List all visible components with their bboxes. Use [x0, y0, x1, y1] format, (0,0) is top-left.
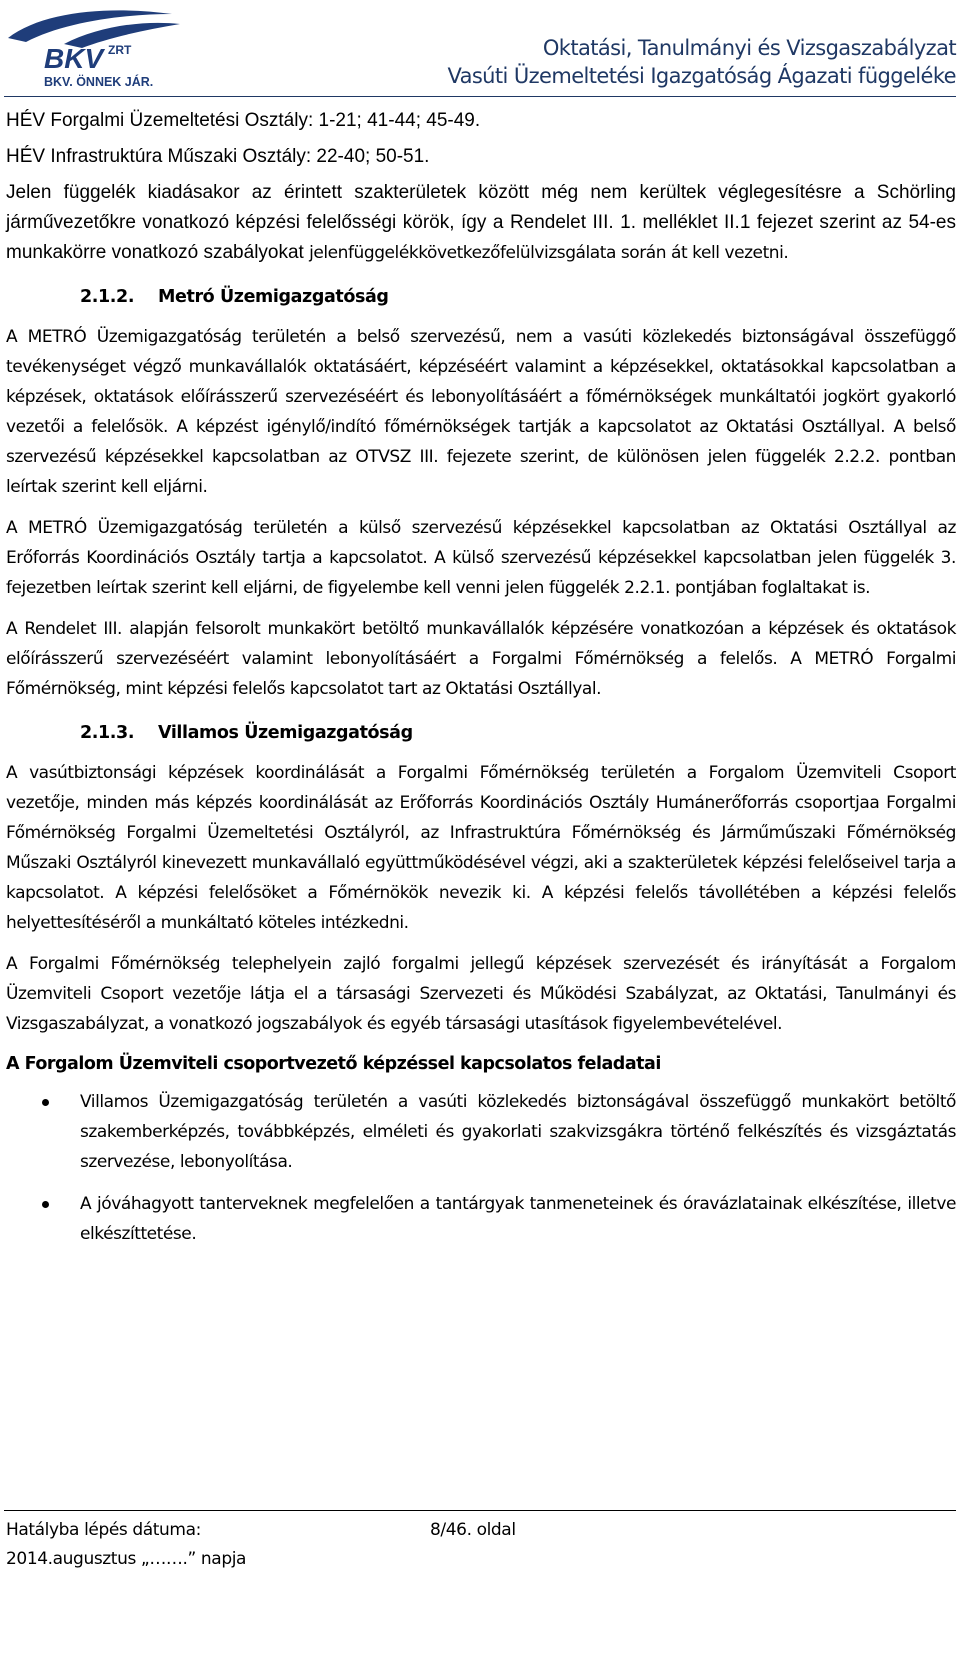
effective-date — [6, 1516, 246, 1574]
logo-zrt: ZRT — [108, 43, 132, 57]
list-item-text: Villamos Üzemigazgatóság területén a vasúti közlekedés biztonságával összefüggő munkakört betöltő szakemberképzés, továbbképzés, elméleti és gyakorlati szakvizsgákra történő felkészítés és vizsgáztatás szervezése, lebonyolítása. — [80, 1092, 956, 1172]
page-footer — [0, 1510, 960, 1653]
effective-date-value: 2014.augusztus „…….” napja — [6, 1549, 247, 1569]
section-heading-212 — [6, 282, 956, 312]
header-divider — [4, 96, 956, 97]
header-title — [447, 34, 956, 90]
duties-list — [6, 1087, 956, 1249]
intro-line-1: HÉV Forgalmi Üzemeltetési Osztály: 1-21; 41-44; 45-49. — [6, 110, 481, 131]
page-content — [6, 106, 956, 1261]
intro-paragraph — [6, 178, 956, 268]
section-heading-213 — [6, 718, 956, 748]
footer-divider — [4, 1510, 956, 1511]
bullet-icon — [42, 1201, 49, 1208]
bullet-icon — [42, 1099, 49, 1106]
page-number: 8/46. oldal — [430, 1520, 516, 1540]
paragraph: A METRÓ Üzemigazgatóság területén a külső szervezésű képzésekkel kapcsolatban az Oktatási Osztállyal az Erőforrás Koordinációs Osztály tartja a kapcsolatot. A külső szervezésű képzésekkel kapcsolatban jelen függelék 3. fejezetben leírtak szerint kell eljárni, de figyelembe kell venni jelen függelék 2.2.1. pontjában foglaltakat is. — [6, 518, 956, 598]
list-item — [6, 1189, 956, 1249]
section-title: Villamos Üzemigazgatóság — [158, 723, 413, 743]
paragraph: A vasútbiztonsági képzések koordinálását a Forgalmi Főmérnökség területén a Forgalom Üzemviteli Csoport vezetője, minden más képzés koordinálását az Erőforrás Koordinációs Osztály Humánerőforrás csoportjaa Forgalmi Főmérnökség Forgalmi Üzemeltetési Osztályról, az Infrastruktúra Főmérnökség és Járműműszaki Főmérnökség Műszaki Osztályról kinevezett munkavállaló együttműködésével végzi, aki a szakterületek képzési felelőseivel tarja a kapcsolatot. A képzési felelősöket a Főmérnökök nevezik ki. A képzési felelős távollétében a képzési felelős helyettesítéséről a munkáltató köteles intézkedni. — [6, 763, 956, 933]
section-title: Metró Üzemigazgatóság — [158, 287, 389, 307]
header-title-line1: Oktatási, Tanulmányi és Vizsgaszabályzat — [542, 36, 956, 60]
section-number: 2.1.3. — [80, 723, 135, 743]
paragraph: A Rendelet III. alapján felsorolt munkakört betöltő munkavállalók képzésére vonatkozóan a képzések és oktatások előírásszerű szervezéséért valamint lebonyolításáért a Forgalmi Főmérnökség a felelős. A METRÓ Forgalmi Főmérnökség, mint képzési felelős kapcsolatot tart az Oktatási Osztállyal. — [6, 619, 956, 699]
intro-paragraph-tail: jelenfüggelékkövetkezőfelülvizsgálata során át kell vezetni. — [309, 243, 789, 263]
page-header — [0, 0, 960, 98]
list-item — [6, 1087, 956, 1177]
svg-text:BKV: BKV — [44, 43, 104, 74]
intro-paragraph-main: Jelen függelék kiadásakor az érintett szakterületek között még nem kerültek véglegesítésre a Schörling járművezetőkre vonatkozó képzési felelősségi körök, így a Rendelet III. 1. melléklet II.1 fejezet szerint az 54-es munkakörre vonatkozó szabályokat — [6, 182, 956, 263]
paragraph: A METRÓ Üzemigazgatóság területén a belső szervezésű, nem a vasúti közlekedés biztonságával összefüggő tevékenységet végző munkavállalók oktatásáért, képzéséért valamint a képzésekkel, oktatásokkal kapcsolatban a képzések, oktatások előírásszerű szervezéséért és lebonyolításáért a főmérnökségek munkáltatói jogkört gyakorló vezetői a felelősök. A képzést igénylő/indító főmérnökségek tartják a kapcsolatot az Oktatási Osztállyal. A belső szervezésű képzésekkel kapcsolatban az OTVSZ III. fejezete szerint, de különösen jelen függelék 2.2.2. pontban leírtak szerint kell eljárni. — [6, 327, 956, 497]
paragraph: A Forgalmi Főmérnökség telephelyein zajló forgalmi jellegű képzések szervezését és irányítását a Forgalom Üzemviteli Csoport vezetője látja el a társasági Szervezeti és Működési Szabályzat, az Oktatási, Tanulmányi és Vizsgaszabályzat, a vonatkozó jogszabályok és egyéb társasági utasítások figyelembevételével. — [6, 954, 956, 1034]
logo-slogan: BKV. ÖNNEK JÁR. — [44, 75, 154, 89]
bkv-logo — [4, 4, 184, 90]
list-item-text: A jóváhagyott tanterveknek megfelelően a tantárgyak tanmeneteinek és óravázlatainak elkészítése, illetve elkészíttetése. — [80, 1194, 956, 1244]
intro-line-2: HÉV Infrastruktúra Műszaki Osztály: 22-40; 50-51. — [6, 146, 430, 167]
duties-subtitle: A Forgalom Üzemviteli csoportvezető képzéssel kapcsolatos feladatai — [6, 1054, 661, 1074]
section-number: 2.1.2. — [80, 287, 135, 307]
effective-date-label: Hatályba lépés dátuma: — [6, 1520, 201, 1540]
header-title-line2: Vasúti Üzemeltetési Igazgatóság Ágazati függeléke — [447, 64, 956, 88]
